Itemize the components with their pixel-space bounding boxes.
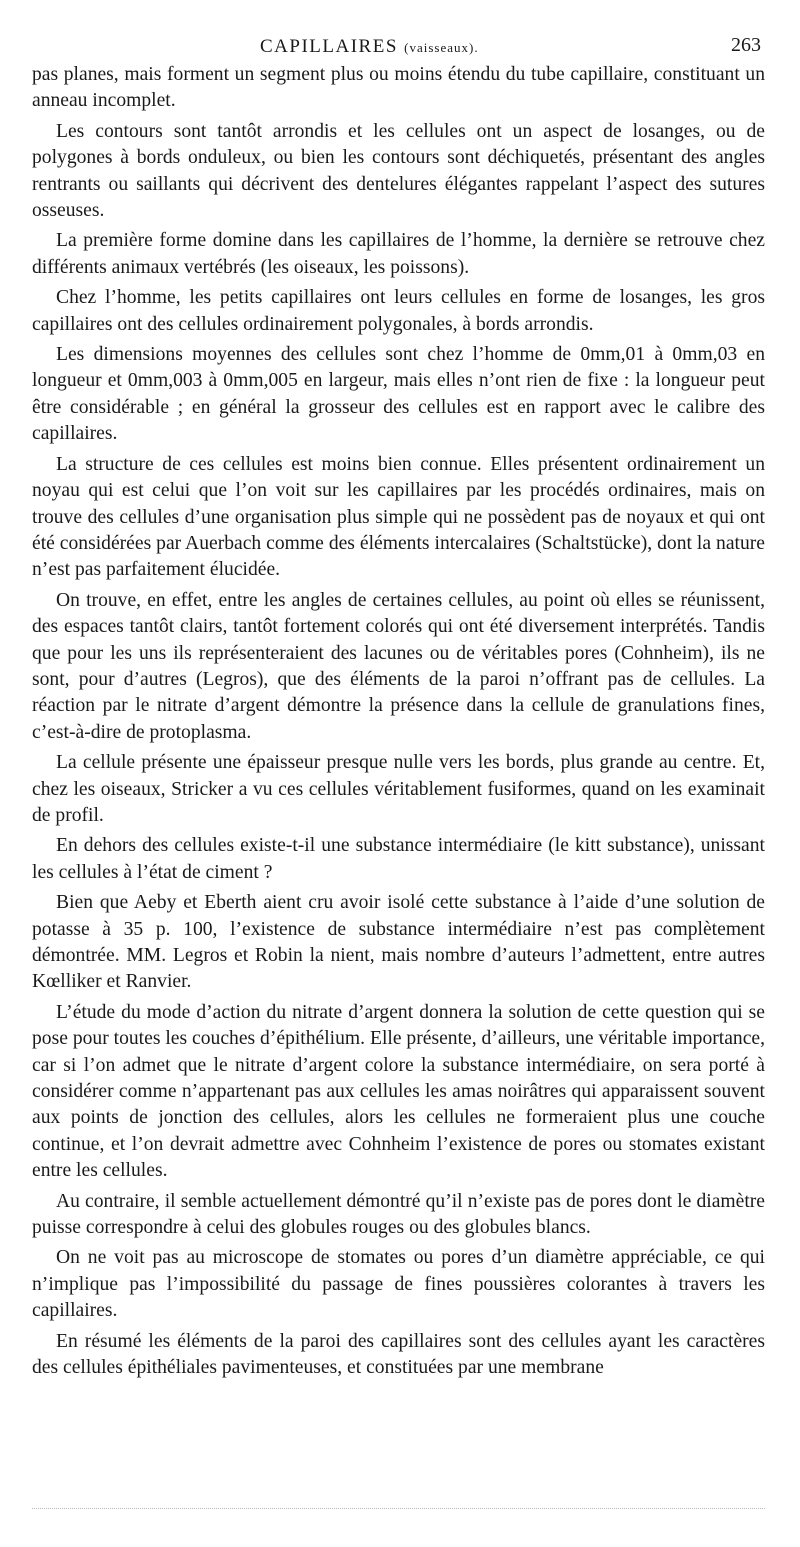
- paragraph: Chez l’homme, les petits capillaires ont leurs cellules en forme de losanges, les gros capillaires ont des cellules ordinairement polygonales, à bords arrondis.: [32, 287, 765, 335]
- paragraph: L’étude du mode d’action du nitrate d’argent donnera la solution de cette question qui se pose pour toutes les couches d’épithélium. Elle présente, d’ailleurs, une véritable importance, car si l’on admet que le nitrate d’argent colore la substance intermédiaire, on sera porté à considérer comme n’appartenant pas aux cellules les amas noirâtres qui apparaissent souvent aux points de jonction des cellules, alors les cellules ne formeraient plus une couche continue, et l’on devrait admettre avec Cohnheim l’existence de pores ou stomates existant entre les cellules.: [32, 1001, 765, 1182]
- paragraph: En dehors des cellules existe-t-il une substance intermédiaire (le kitt substance), unissant les cellules à l’état de ciment ?: [32, 835, 765, 883]
- paragraph: Les dimensions moyennes des cellules sont chez l’homme de 0mm,01 à 0mm,03 en longueur et 0mm,003 à 0mm,005 en largeur, mais elles n’ont rien de fixe : la longueur peut être considérable ; en général la grosseur des cellules est en rapport avec le calibre des capillaires.: [32, 344, 765, 445]
- footer-dotted-rule: [32, 1508, 765, 1509]
- running-title: [260, 36, 479, 58]
- paragraph: En résumé les éléments de la paroi des capillaires sont des cellules ayant les caractères des cellules épithéliales pavimenteuses, et constituées par une membrane: [32, 1330, 765, 1379]
- paragraph-continued: pas planes, mais forment un segment plus ou moins étendu du tube capillaire, constituant un anneau incomplet.: [32, 64, 765, 112]
- running-title-main: CAPILLAIRES: [260, 36, 398, 57]
- paragraph: On ne voit pas au microscope de stomates ou pores d’un diamètre appréciable, ce qui n’implique pas l’impossibilité du passage de fines poussières colorantes à travers les capillaires.: [32, 1247, 765, 1322]
- paragraph: La cellule présente une épaisseur presque nulle vers les bords, plus grande au centre. Et, chez les oiseaux, Stricker a vu ces cellules véritablement fusiformes, quand on les examinait de profil.: [32, 752, 765, 826]
- book-page: [32, 28, 765, 1518]
- page-header: [32, 28, 765, 62]
- paragraph: La première forme domine dans les capillaires de l’homme, la dernière se retrouve chez différents animaux vertébrés (les oiseaux, les poissons).: [32, 230, 765, 278]
- paragraph: Au contraire, il semble actuellement démontré qu’il n’existe pas de pores dont le diamètre puisse correspondre à celui des globules rouges ou des globules blancs.: [32, 1190, 765, 1239]
- body-text: [32, 62, 765, 1382]
- paragraph: Les contours sont tantôt arrondis et les cellules ont un aspect de losanges, ou de polygones à bords onduleux, ou bien les contours sont déchiquetés, présentant des angles rentrants ou saillants qui décrivent des dentelures élégantes rappelant l’aspect des sutures osseuses.: [32, 120, 765, 222]
- running-title-sub: (vaisseaux).: [404, 40, 479, 55]
- page-number: 263: [731, 34, 761, 56]
- paragraph: La structure de ces cellules est moins bien connue. Elles présentent ordinairement un noyau qui est celui que l’on voit sur les capillaires par les procédés ordinaires, mais on trouve des cellules d’une organisation plus simple qui ne possèdent pas de noyaux et qui ont été considérées par Auerbach comme des éléments intercalaires (Schaltstücke), dont la nature n’est pas parfaitement élucidée.: [32, 453, 765, 581]
- paragraph: Bien que Aeby et Eberth aient cru avoir isolé cette substance à l’aide d’une solution de potasse à 35 p. 100, l’existence de substance intermédiaire n’est pas complètement démontrée. MM. Legros et Robin la nient, mais nombre d’auteurs l’admettent, entre autres Kœlliker et Ranvier.: [32, 892, 765, 993]
- paragraph: On trouve, en effet, entre les angles de certaines cellules, au point où elles se réunissent, des espaces tantôt clairs, tantôt fortement colorés qui ont été diversement interprétés. Tandis que pour les uns ils représenteraient des lacunes ou de véritables pores (Cohnheim), ils ne sont, pour d’autres (Legros), que des éléments de la paroi n’offrant pas de cellules. La réaction par le nitrate d’argent démontre la présence dans la cellule de granulations fines, c’est-à-dire de protoplasma.: [32, 589, 765, 743]
